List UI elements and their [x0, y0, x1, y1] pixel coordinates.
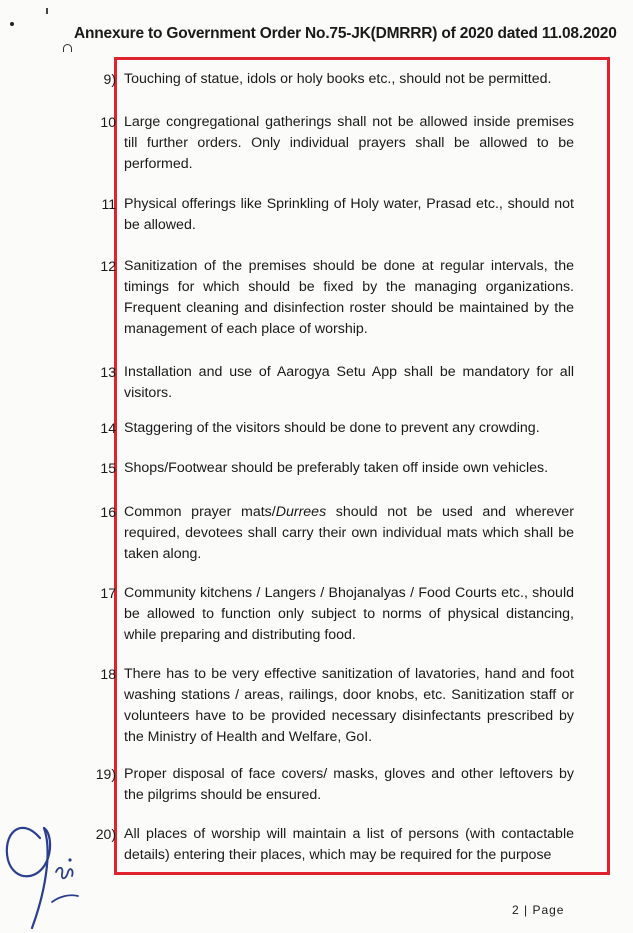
item-text: Proper disposal of face covers/ masks, gloves and other leftovers by the pilgrims should be ensured.	[124, 766, 574, 803]
item-text-part: should not be used and wherever required, devotees shall carry their own individual mats which shall be taken along.	[124, 504, 574, 562]
item-text-part: Common prayer mats/	[124, 504, 276, 520]
page-number: 2 | Page	[512, 903, 565, 917]
signature	[0, 810, 110, 933]
item-number: 11	[101, 196, 116, 212]
item-text: Physical offerings like Sprinkling of Holy water, Prasad etc., should not be allowed.	[124, 196, 574, 233]
item-text: Shops/Footwear should be preferably taken off inside own vehicles.	[124, 460, 549, 476]
item-text: Large congregational gatherings shall not be allowed inside premises till further orders. Only individual prayers shall be allowed to be performed.	[124, 114, 574, 172]
item-number: 9)	[103, 71, 116, 87]
item-number: 12	[100, 258, 116, 274]
item-text	[124, 502, 574, 565]
item-text: Community kitchens / Langers / Bhojanalyas / Food Courts etc., should be allowed to function only subject to norms of physical distancing, while preparing and distributing food.	[124, 585, 574, 643]
scan-mark	[63, 44, 72, 52]
item-number: 10	[100, 114, 116, 130]
item-text-italic: Durrees	[275, 504, 327, 520]
scan-speck	[10, 22, 14, 26]
item-text: There has to be very effective sanitization of lavatories, hand and foot washing stations / areas, railings, door knobs, etc. Sanitization staff or volunteers have to be provided necessary disinfectants prescribed by the Ministry of Health and Welfare, GoI.	[124, 666, 574, 745]
item-text: All places of worship will maintain a list of persons (with contactable details) entering their places, which may be required for the purpose	[124, 826, 574, 863]
item-number: 19)	[95, 766, 116, 782]
item-number: 17	[100, 585, 116, 601]
item-number: 18	[100, 666, 116, 682]
item-text: Staggering of the visitors should be done to prevent any crowding.	[124, 420, 540, 436]
item-number: 16	[100, 504, 116, 520]
item-text: Touching of statue, idols or holy books etc., should not be permitted.	[124, 71, 552, 87]
item-number: 14	[100, 420, 116, 436]
item-number: 13	[100, 364, 116, 380]
item-text: Installation and use of Aarogya Setu App shall be mandatory for all visitors.	[124, 364, 574, 401]
item-text: Sanitization of the premises should be done at regular intervals, the timings for which should be fixed by the managing organizations. Frequent cleaning and disinfection roster should be maintained by the management of each place of worship.	[124, 258, 574, 337]
item-number: 15	[100, 460, 116, 476]
scan-speck	[46, 8, 48, 14]
item-number: 20)	[95, 826, 116, 842]
annexure-title: Annexure to Government Order No.75-JK(DMRRR) of 2020 dated 11.08.2020	[74, 25, 617, 42]
